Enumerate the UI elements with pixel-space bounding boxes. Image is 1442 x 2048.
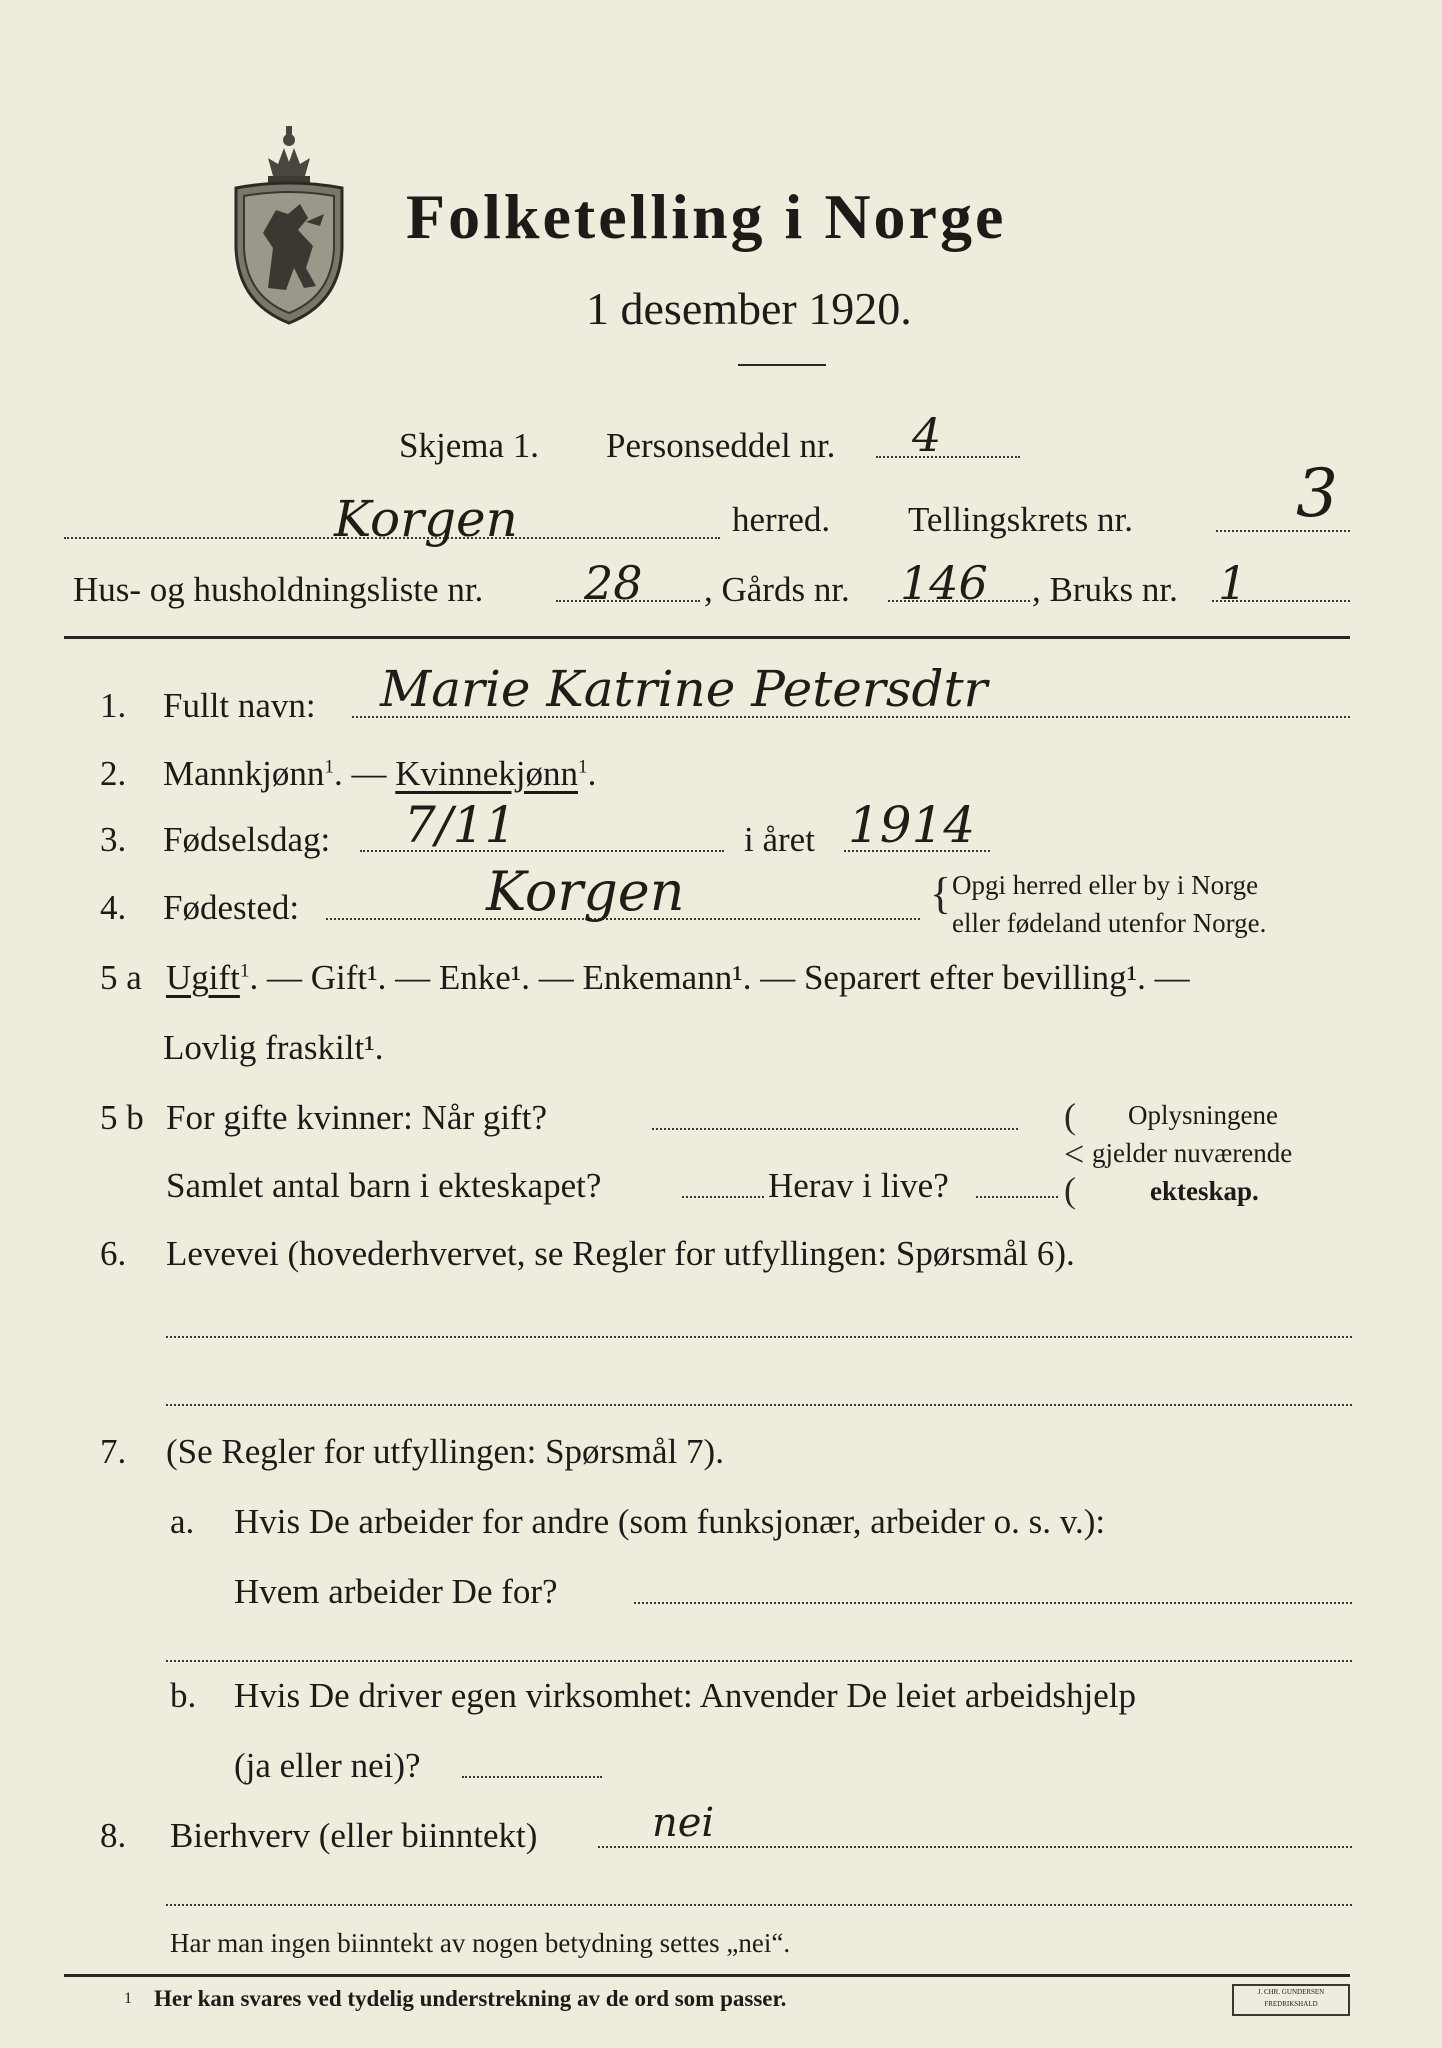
form-date: 1 desember 1920. <box>586 283 912 334</box>
q7a-letter: a. <box>170 1502 195 1541</box>
q4-brace: { <box>930 869 952 918</box>
bruks-value: 1 <box>1218 556 1248 610</box>
q5b-note3: ekteskap. <box>1150 1176 1259 1206</box>
q6-answer-line2 <box>166 1404 1352 1406</box>
footnote-mark: 1 <box>124 1990 132 2007</box>
q7a-line2: Hvem arbeider De for? <box>234 1572 558 1611</box>
q7b-answer-line <box>462 1776 602 1778</box>
personseddel-value: 4 <box>912 408 942 462</box>
q7a-line1: Hvis De arbeider for andre (som funksjonær, arbeider o. s. v.): <box>234 1502 1106 1541</box>
q7b-letter: b. <box>170 1676 197 1715</box>
q3-number: 3. <box>100 820 127 859</box>
q3-label: Fødselsdag: <box>163 820 331 859</box>
q2-text: Mannkjønn$^1$. — Kvinnekjønn$^1$. <box>163 754 597 793</box>
q4-number: 4. <box>100 888 127 927</box>
q2-separator: . — <box>334 754 396 793</box>
q3-year-label: i året <box>744 820 815 859</box>
footer-divider <box>64 1974 1350 1977</box>
q1-value: Marie Katrine Petersdtr <box>380 660 988 718</box>
q5b-gift-line <box>652 1128 1018 1130</box>
q2-male-option: Mannkjønn <box>163 754 325 793</box>
q5b-brace-mid: < <box>1064 1134 1085 1174</box>
form-title: Folketelling i Norge <box>406 181 1007 252</box>
q5a-number: 5 a <box>100 958 142 997</box>
q8-answer-line2 <box>166 1904 1352 1906</box>
printer-stamp: J. CHR. GUNDERSEN FREDRIKSHALD <box>1232 1984 1350 2016</box>
q5b-line1: For gifte kvinner: Når gift? <box>166 1098 548 1137</box>
q4-note-line2: eller fødeland utenfor Norge. <box>952 908 1267 938</box>
q6-answer-line1 <box>166 1336 1352 1338</box>
q1-number: 1. <box>100 686 127 725</box>
gards-value: 146 <box>900 556 988 610</box>
q8-answer-line <box>598 1846 1352 1848</box>
q5b-note2: gjelder nuværende <box>1092 1138 1293 1168</box>
q5b-alive-label: Herav i live? <box>768 1166 949 1205</box>
title-divider <box>738 364 826 366</box>
header-divider <box>64 636 1350 639</box>
personseddel-line <box>876 456 1020 458</box>
q8-value: nei <box>652 1800 715 1846</box>
q6-label: Levevei (hovederhvervet, se Regler for utfyllingen: Spørsmål 6). <box>166 1234 1075 1273</box>
q2-number: 2. <box>100 754 127 793</box>
q4-value: Korgen <box>486 860 685 923</box>
skjema-label: Skjema 1. <box>399 426 539 465</box>
personseddel-label: Personseddel nr. <box>606 426 836 465</box>
q5b-alive-line <box>976 1196 1058 1198</box>
q4-note-line1: Opgi herred eller by i Norge <box>952 870 1259 900</box>
q1-label: Fullt navn: <box>163 686 316 725</box>
q7a-answer-line1 <box>634 1602 1352 1604</box>
q5b-children-label: Samlet antal barn i ekteskapet? <box>166 1166 602 1205</box>
q3-value: 7/11 <box>404 796 517 854</box>
q5b-note1: Oplysningene <box>1128 1100 1278 1130</box>
q5b-brace-top: ( <box>1064 1096 1076 1136</box>
q5a-other-options: . — Gift¹. — Enke¹. — Enkemann¹. — Separert efter bevilling¹. — <box>249 958 1190 997</box>
q8-label: Bierhverv (eller biinntekt) <box>170 1816 538 1855</box>
q7b-line1: Hvis De driver egen virksomhet: Anvender De leiet arbeidshjelp <box>234 1676 1136 1715</box>
herred-value: Korgen <box>334 490 518 548</box>
q7-number: 7. <box>100 1432 127 1471</box>
q5b-number: 5 b <box>100 1098 144 1137</box>
norwegian-coat-of-arms-icon <box>228 118 350 328</box>
q3-year-value: 1914 <box>848 796 976 854</box>
q5b-children-line <box>682 1196 764 1198</box>
q5a-line2: Lovlig fraskilt¹. <box>163 1028 384 1067</box>
q5a-ugift-option: Ugift <box>166 958 240 997</box>
tellingskrets-value: 3 <box>1296 455 1338 532</box>
q7b-line2: (ja eller nei)? <box>234 1746 421 1785</box>
q5b-brace-bottom: ( <box>1064 1170 1076 1210</box>
q2-female-option: Kvinnekjønn <box>395 754 579 793</box>
q8-number: 8. <box>100 1816 127 1855</box>
gards-label: , Gårds nr. <box>704 570 850 609</box>
household-value: 28 <box>584 556 643 610</box>
bruks-label: , Bruks nr. <box>1032 570 1178 609</box>
q5a-text: Ugift$^1$. — Gift¹. — Enke¹. — Enkemann¹. — Separert efter bevilling¹. — <box>166 958 1190 997</box>
tellingskrets-label: Tellingskrets nr. <box>908 500 1134 539</box>
q7a-answer-line2 <box>166 1660 1352 1662</box>
footer-note: Har man ingen biinntekt av nogen betydning settes „nei“. <box>170 1928 791 1958</box>
q7-label: (Se Regler for utfyllingen: Spørsmål 7). <box>166 1432 724 1471</box>
footnote-text: Her kan svares ved tydelig understrekning av de ord som passer. <box>154 1986 787 2011</box>
q4-label: Fødested: <box>163 888 300 927</box>
household-label: Hus- og husholdningsliste nr. <box>73 570 484 609</box>
q6-number: 6. <box>100 1234 127 1273</box>
q2-end: . <box>587 754 597 793</box>
herred-label: herred. <box>732 500 831 539</box>
